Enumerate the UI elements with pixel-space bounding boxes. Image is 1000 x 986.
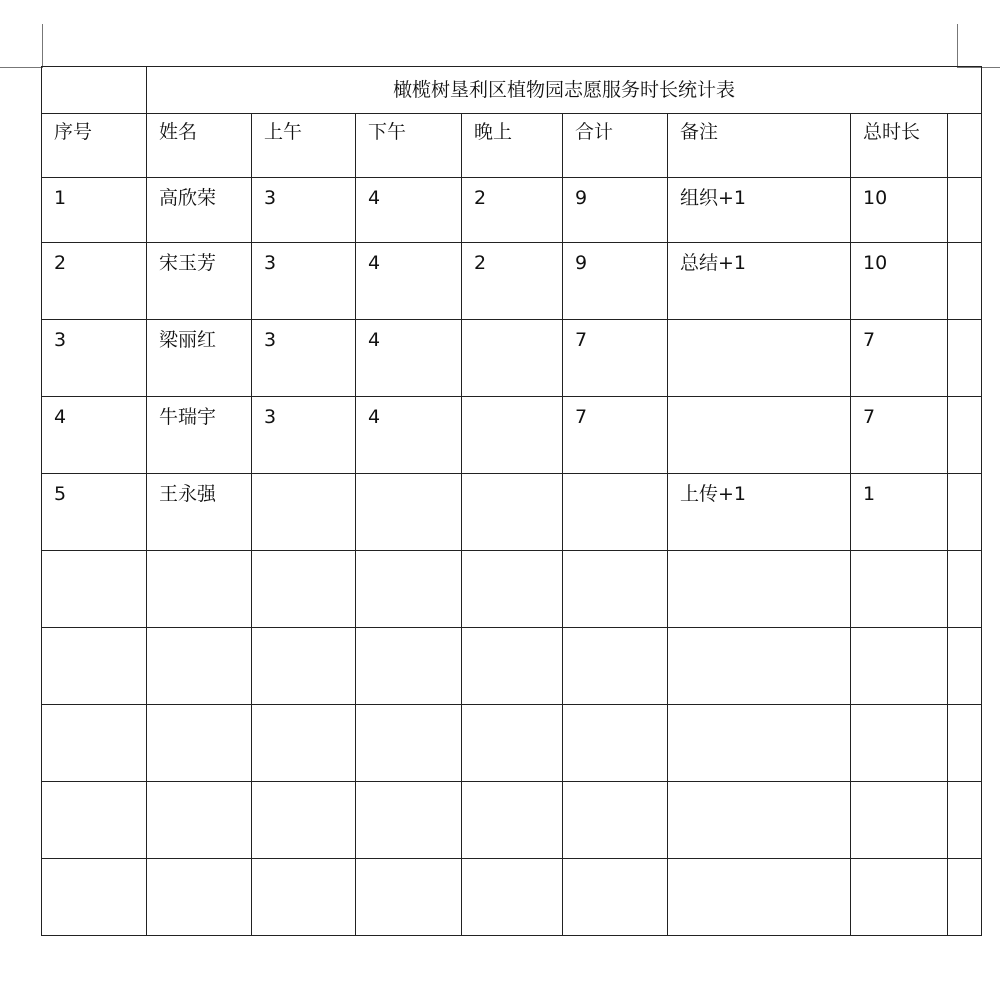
- header-cell[interactable]: 晚上: [462, 114, 563, 178]
- empty-table-cell[interactable]: [462, 705, 563, 782]
- header-cell[interactable]: [948, 114, 982, 178]
- header-cell[interactable]: 上午: [252, 114, 356, 178]
- empty-table-cell[interactable]: [851, 782, 948, 859]
- table-cell[interactable]: [462, 397, 563, 474]
- table-cell[interactable]: 梁丽红: [147, 320, 252, 397]
- empty-table-cell[interactable]: [948, 859, 982, 936]
- table-cell[interactable]: 牛瑞宇: [147, 397, 252, 474]
- table-cell[interactable]: 9: [563, 243, 668, 320]
- empty-table-cell[interactable]: [668, 705, 851, 782]
- empty-table-cell[interactable]: [948, 705, 982, 782]
- table-cell[interactable]: 10: [851, 243, 948, 320]
- table-cell[interactable]: [252, 474, 356, 551]
- table-cell[interactable]: 上传+1: [668, 474, 851, 551]
- empty-table-cell[interactable]: [668, 551, 851, 628]
- empty-table-row: [42, 859, 982, 936]
- header-cell[interactable]: 备注: [668, 114, 851, 178]
- table-row: [42, 474, 982, 551]
- empty-table-cell[interactable]: [42, 705, 147, 782]
- empty-table-cell[interactable]: [462, 859, 563, 936]
- table-cell[interactable]: [948, 397, 982, 474]
- empty-table-cell[interactable]: [356, 782, 462, 859]
- empty-table-cell[interactable]: [668, 859, 851, 936]
- table-cell[interactable]: 王永强: [147, 474, 252, 551]
- empty-table-cell[interactable]: [668, 628, 851, 705]
- empty-table-cell[interactable]: [462, 551, 563, 628]
- empty-table-cell[interactable]: [851, 551, 948, 628]
- table-row: [42, 320, 982, 397]
- empty-table-cell[interactable]: [356, 859, 462, 936]
- empty-table-row: [42, 551, 982, 628]
- margin-guide-left-horizontal: [0, 67, 42, 68]
- table-title[interactable]: 橄榄树垦利区植物园志愿服务时长统计表: [147, 67, 982, 114]
- table-cell[interactable]: 1: [851, 474, 948, 551]
- empty-table-cell[interactable]: [462, 782, 563, 859]
- table-cell[interactable]: 5: [42, 474, 147, 551]
- table-cell[interactable]: [462, 474, 563, 551]
- empty-table-cell[interactable]: [356, 705, 462, 782]
- empty-table-cell[interactable]: [42, 859, 147, 936]
- empty-table-cell[interactable]: [252, 628, 356, 705]
- empty-table-cell[interactable]: [356, 551, 462, 628]
- table-cell[interactable]: 2: [462, 243, 563, 320]
- title-blank-cell[interactable]: [42, 67, 147, 114]
- empty-table-cell[interactable]: [42, 782, 147, 859]
- empty-table-cell[interactable]: [42, 551, 147, 628]
- empty-table-cell[interactable]: [356, 628, 462, 705]
- table-cell[interactable]: 3: [252, 178, 356, 243]
- table-cell[interactable]: [948, 178, 982, 243]
- table-cell[interactable]: [948, 474, 982, 551]
- empty-table-cell[interactable]: [147, 551, 252, 628]
- empty-table-cell[interactable]: [851, 628, 948, 705]
- table-cell[interactable]: [563, 474, 668, 551]
- table-cell[interactable]: [948, 243, 982, 320]
- table-cell[interactable]: 3: [252, 243, 356, 320]
- header-cell[interactable]: 下午: [356, 114, 462, 178]
- table-cell[interactable]: 高欣荣: [147, 178, 252, 243]
- table-cell[interactable]: 3: [42, 320, 147, 397]
- empty-table-cell[interactable]: [851, 859, 948, 936]
- empty-table-cell[interactable]: [42, 628, 147, 705]
- table-cell[interactable]: 宋玉芳: [147, 243, 252, 320]
- empty-table-cell[interactable]: [147, 859, 252, 936]
- table-cell[interactable]: [668, 397, 851, 474]
- empty-table-cell[interactable]: [948, 551, 982, 628]
- empty-table-cell[interactable]: [563, 705, 668, 782]
- header-cell[interactable]: 序号: [42, 114, 147, 178]
- empty-table-cell[interactable]: [252, 859, 356, 936]
- empty-table-row: [42, 705, 982, 782]
- table-cell[interactable]: 总结+1: [668, 243, 851, 320]
- table-cell[interactable]: 1: [42, 178, 147, 243]
- margin-guide-right-vertical: [957, 24, 958, 68]
- header-cell[interactable]: 姓名: [147, 114, 252, 178]
- table-cell[interactable]: 10: [851, 178, 948, 243]
- table-body: [42, 178, 982, 936]
- table-cell[interactable]: 7: [563, 397, 668, 474]
- empty-table-cell[interactable]: [851, 705, 948, 782]
- empty-table-cell[interactable]: [563, 551, 668, 628]
- table-cell[interactable]: 4: [356, 243, 462, 320]
- table-cell[interactable]: 3: [252, 320, 356, 397]
- table-title-row: [42, 67, 982, 114]
- empty-table-cell[interactable]: [668, 782, 851, 859]
- empty-table-row: [42, 628, 982, 705]
- table-cell[interactable]: 9: [563, 178, 668, 243]
- empty-table-cell[interactable]: [948, 782, 982, 859]
- table-cell[interactable]: 4: [356, 320, 462, 397]
- table-cell[interactable]: 2: [462, 178, 563, 243]
- table-header-row: [42, 114, 982, 178]
- table-cell[interactable]: 7: [851, 397, 948, 474]
- empty-table-cell[interactable]: [147, 705, 252, 782]
- table-cell[interactable]: 组织+1: [668, 178, 851, 243]
- empty-table-row: [42, 782, 982, 859]
- table-cell[interactable]: 4: [42, 397, 147, 474]
- empty-table-cell[interactable]: [563, 782, 668, 859]
- table-cell[interactable]: 3: [252, 397, 356, 474]
- empty-table-cell[interactable]: [948, 628, 982, 705]
- table-cell[interactable]: 2: [42, 243, 147, 320]
- table-row: [42, 178, 982, 243]
- empty-table-cell[interactable]: [252, 782, 356, 859]
- header-cell[interactable]: 总时长: [851, 114, 948, 178]
- table-row: [42, 243, 982, 320]
- table-cell[interactable]: 7: [851, 320, 948, 397]
- table-cell[interactable]: 4: [356, 397, 462, 474]
- table-cell[interactable]: 4: [356, 178, 462, 243]
- empty-table-cell[interactable]: [563, 859, 668, 936]
- table-cell[interactable]: [356, 474, 462, 551]
- document-page: [41, 66, 982, 936]
- table-cell[interactable]: [462, 320, 563, 397]
- table-cell[interactable]: [948, 320, 982, 397]
- empty-table-cell[interactable]: [147, 628, 252, 705]
- header-cell[interactable]: 合计: [563, 114, 668, 178]
- table-cell[interactable]: 7: [563, 320, 668, 397]
- margin-guide-left-vertical: [42, 24, 43, 68]
- empty-table-cell[interactable]: [147, 782, 252, 859]
- empty-table-cell[interactable]: [563, 628, 668, 705]
- table-cell[interactable]: [668, 320, 851, 397]
- empty-table-cell[interactable]: [462, 628, 563, 705]
- empty-table-cell[interactable]: [252, 705, 356, 782]
- empty-table-cell[interactable]: [252, 551, 356, 628]
- volunteer-hours-table: [41, 66, 982, 936]
- table-row: [42, 397, 982, 474]
